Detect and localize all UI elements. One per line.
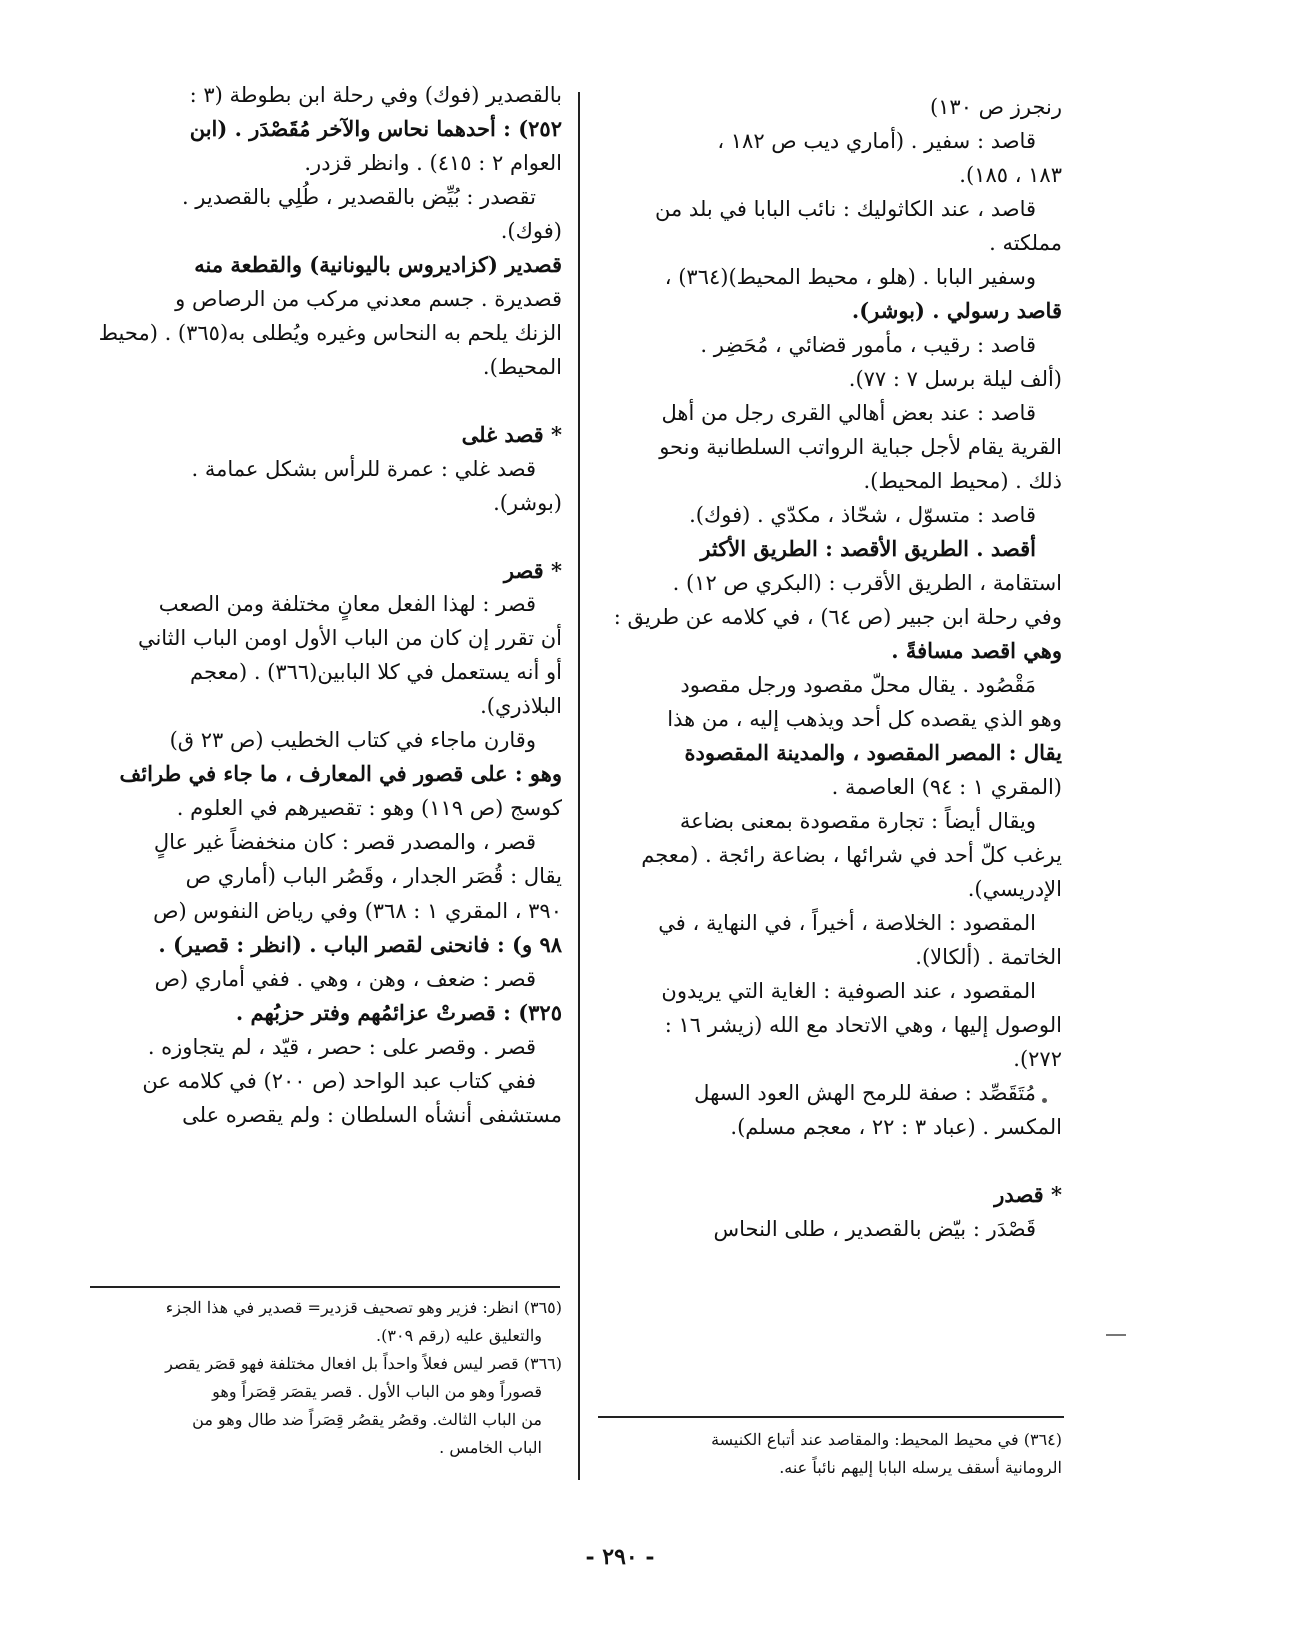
- text-line: المقصود : الخلاصة ، أخيراً ، في النهاية ، في: [658, 911, 1036, 936]
- text-line: قصر : ضعف ، وهن ، وهي . ففي أماري (ص: [154, 966, 536, 991]
- footnote-rule-right: [598, 1416, 1064, 1418]
- text-line: قصد غلي : عمرة للرأس بشكل عمامة .: [191, 456, 536, 481]
- text-line: قاصد : سفير . (أماري ديب ص ١٨٢ ،: [717, 129, 1036, 154]
- text-line: مُتَقَصِّد : صفة للرمح الهش العود السهل: [694, 1081, 1036, 1106]
- footnote-line: قصوراً وهو من الباب الأول . قصر يقصَر قِصَراً وهو: [212, 1382, 542, 1401]
- text-line: (ألف ليلة برسل ٧ : ٧٧).: [848, 367, 1062, 392]
- margin-mark: [1106, 1334, 1126, 1336]
- entry-heading: * قصد غلى: [461, 422, 562, 448]
- text-line: القرية يقام لأجل جباية الرواتب السلطانية ونحو: [659, 435, 1062, 460]
- text-line: ذلك . (محيط المحيط).: [863, 469, 1062, 494]
- spacer: [92, 384, 562, 418]
- text-line: قصر ، والمصدر قصر : كان منخفضاً غير عالٍ: [153, 830, 536, 855]
- text-line: الوصول إليها ، وهي الاتحاد مع الله (زيشر ١٦ :: [664, 1013, 1062, 1038]
- text-line: أقصد . الطريق الأقصد : الطريق الأكثر: [700, 536, 1036, 562]
- text-line: وهي اقصد مسافةً .: [891, 638, 1062, 664]
- text-line: وهو : على قصور في المعارف ، ما جاء في طرائف: [119, 761, 562, 787]
- footnote-line: (٣٦٥) انظر: فزير وهو تصحيف قزدير= قصدير في هذا الجزء: [165, 1298, 562, 1317]
- text-line: ٣٩٠ ، المقري ١ : ٣٦٨) وفي رياض النفوس (ص: [153, 898, 562, 923]
- footnotes-right: [600, 1426, 1062, 1482]
- text-line: العوام ٢ : ٤١٥) . وانظر قزدر.: [304, 151, 562, 176]
- text-line: مستشفى أنشأه السلطان : ولم يقصره على: [182, 1102, 562, 1127]
- footnote-line: الرومانية أسقف يرسله البابا إليهم نائباً عنه.: [779, 1458, 1062, 1477]
- entry-heading: * قصر: [503, 557, 562, 583]
- text-line: وهو الذي يقصده كل أحد ويذهب إليه ، من هذا: [667, 707, 1062, 732]
- text-line: ١٨٣ ، ١٨٥).: [959, 163, 1062, 188]
- text-line: قَصْدَر : بيّض بالقصدير ، طلى النحاس: [713, 1217, 1036, 1242]
- text-line: يقال : قُصَر الجدار ، وقَصُر الباب (أماري ص: [185, 864, 562, 889]
- text-line: تقصدر : بُيِّض بالقصدير ، طُلِي بالقصدير .: [181, 185, 536, 210]
- entry-heading: * قصدر: [994, 1182, 1062, 1208]
- text-line: قاصد ، عند الكاثوليك : نائب البابا في بلد من: [655, 197, 1036, 222]
- text-line: قصر . وقصر على : حصر ، قيّد ، لم يتجاوزه .: [147, 1034, 536, 1059]
- text-line: استقامة ، الطريق الأقرب : (البكري ص ١٢) .: [672, 571, 1062, 596]
- column-divider: [578, 92, 580, 1480]
- text-line: بالقصدير (فوك) وفي رحلة ابن بطوطة (٣ :: [189, 83, 562, 107]
- text-line: أن تقرر إن كان من الباب الأول اومن الباب الثاني: [137, 626, 562, 651]
- footnote-line: والتعليق عليه (رقم ٣٠٩).: [376, 1326, 542, 1345]
- text-line: الزنك يلحم به النحاس وغيره ويُطلى به(٣٦٥) . (محيط: [98, 321, 562, 346]
- text-line: الخاتمة . (ألكالا).: [915, 945, 1062, 970]
- left-column: [92, 78, 562, 1132]
- text-line: المحيط).: [482, 355, 562, 380]
- text-line: ٩٨ و) : فانحنى لقصر الباب . (انظر : قصير) .: [158, 931, 562, 957]
- text-line: قصدير (كزاديروس باليونانية) والقطعة منه: [194, 252, 562, 278]
- text-line: قاصد رسولي . (بوشر).: [851, 298, 1062, 324]
- text-line: قصر : لهذا الفعل معانٍ مختلفة ومن الصعب: [158, 592, 536, 617]
- text-line: المكسر . (عباد ٣ : ٢٢ ، معجم مسلم).: [730, 1115, 1062, 1140]
- text-line: (بوشر).: [493, 490, 562, 515]
- text-line: ويقال أيضاً : تجارة مقصودة بمعنى بضاعة: [679, 809, 1036, 834]
- footnote-line: من الباب الثالث. وقصُر يقصُر قِصَراً ضد طال وهو من: [192, 1410, 542, 1429]
- text-line: قصديرة . جسم معدني مركب من الرصاص و: [175, 287, 562, 312]
- text-line: ٢٥٢) : أحدهما نحاس والآخر مُقَصْدَر . (ابن: [189, 116, 562, 142]
- text-line: ٣٢٥) : قصرتْ عزائمُهم وفتر حزبُهم .: [235, 999, 562, 1025]
- text-line: (فوك).: [500, 219, 562, 244]
- footnotes-left: [92, 1294, 562, 1462]
- text-line: وقارن ماجاء في كتاب الخطيب (ص ٢٣ ق): [169, 728, 536, 753]
- text-line: وسفير البابا . (هلو ، محيط المحيط)(٣٦٤) ،: [664, 265, 1036, 290]
- text-line: (المقري ١ : ٩٤) العاصمة .: [831, 775, 1062, 800]
- text-line: قاصد : رقيب ، مأمور قضائي ، مُحَضِر .: [700, 333, 1036, 358]
- scan-speck: [1042, 1098, 1047, 1103]
- text-line: قاصد : عند بعض أهالي القرى رجل من أهل: [661, 401, 1036, 426]
- page-number: - ٢٩٠ -: [585, 1544, 655, 1570]
- text-line: ٢٧٢).: [1013, 1047, 1062, 1072]
- footnote-rule-left: [90, 1286, 560, 1288]
- text-line: كوسج (ص ١١٩) وهو : تقصيرهم في العلوم .: [176, 796, 562, 821]
- text-line: ففي كتاب عبد الواحد (ص ٢٠٠) في كلامه عن: [142, 1068, 536, 1093]
- right-column: [600, 90, 1062, 1246]
- text-line: مملكته .: [989, 231, 1062, 256]
- text-line: قاصد : متسوّل ، شحّاذ ، مكدّي . (فوك).: [689, 503, 1036, 528]
- footnote-line: (٣٦٤) في محيط المحيط: والمقاصد عند أتباع الكنيسة: [711, 1430, 1062, 1449]
- text-line: البلاذري).: [480, 694, 562, 719]
- text-line: يقال : المصر المقصود ، والمدينة المقصودة: [684, 740, 1062, 766]
- text-line: أو أنه يستعمل في كلا البابين(٣٦٦) . (معجم: [190, 660, 562, 685]
- text-line: وفي رحلة ابن جبير (ص ٦٤) ، في كلامه عن طريق :: [613, 605, 1062, 630]
- spacer: [92, 520, 562, 554]
- footnote-line: (٣٦٦) قصر ليس فعلاً واحداً بل افعال مختلفة فهو قصَر يقصر: [165, 1354, 562, 1373]
- text-line: مَقْصُود . يقال محلّ مقصود ورجل مقصود: [680, 673, 1036, 698]
- spacer: [600, 1144, 1062, 1178]
- text-line: المقصود ، عند الصوفية : الغاية التي يريدون: [661, 979, 1036, 1004]
- text-line: رنجرز ص ١٣٠): [929, 95, 1062, 119]
- text-line: الإدريسي).: [967, 877, 1062, 902]
- text-line: يرغب كلّ أحد في شرائها ، بضاعة رائجة . (معجم: [641, 843, 1062, 868]
- footnote-line: الباب الخامس .: [439, 1438, 542, 1457]
